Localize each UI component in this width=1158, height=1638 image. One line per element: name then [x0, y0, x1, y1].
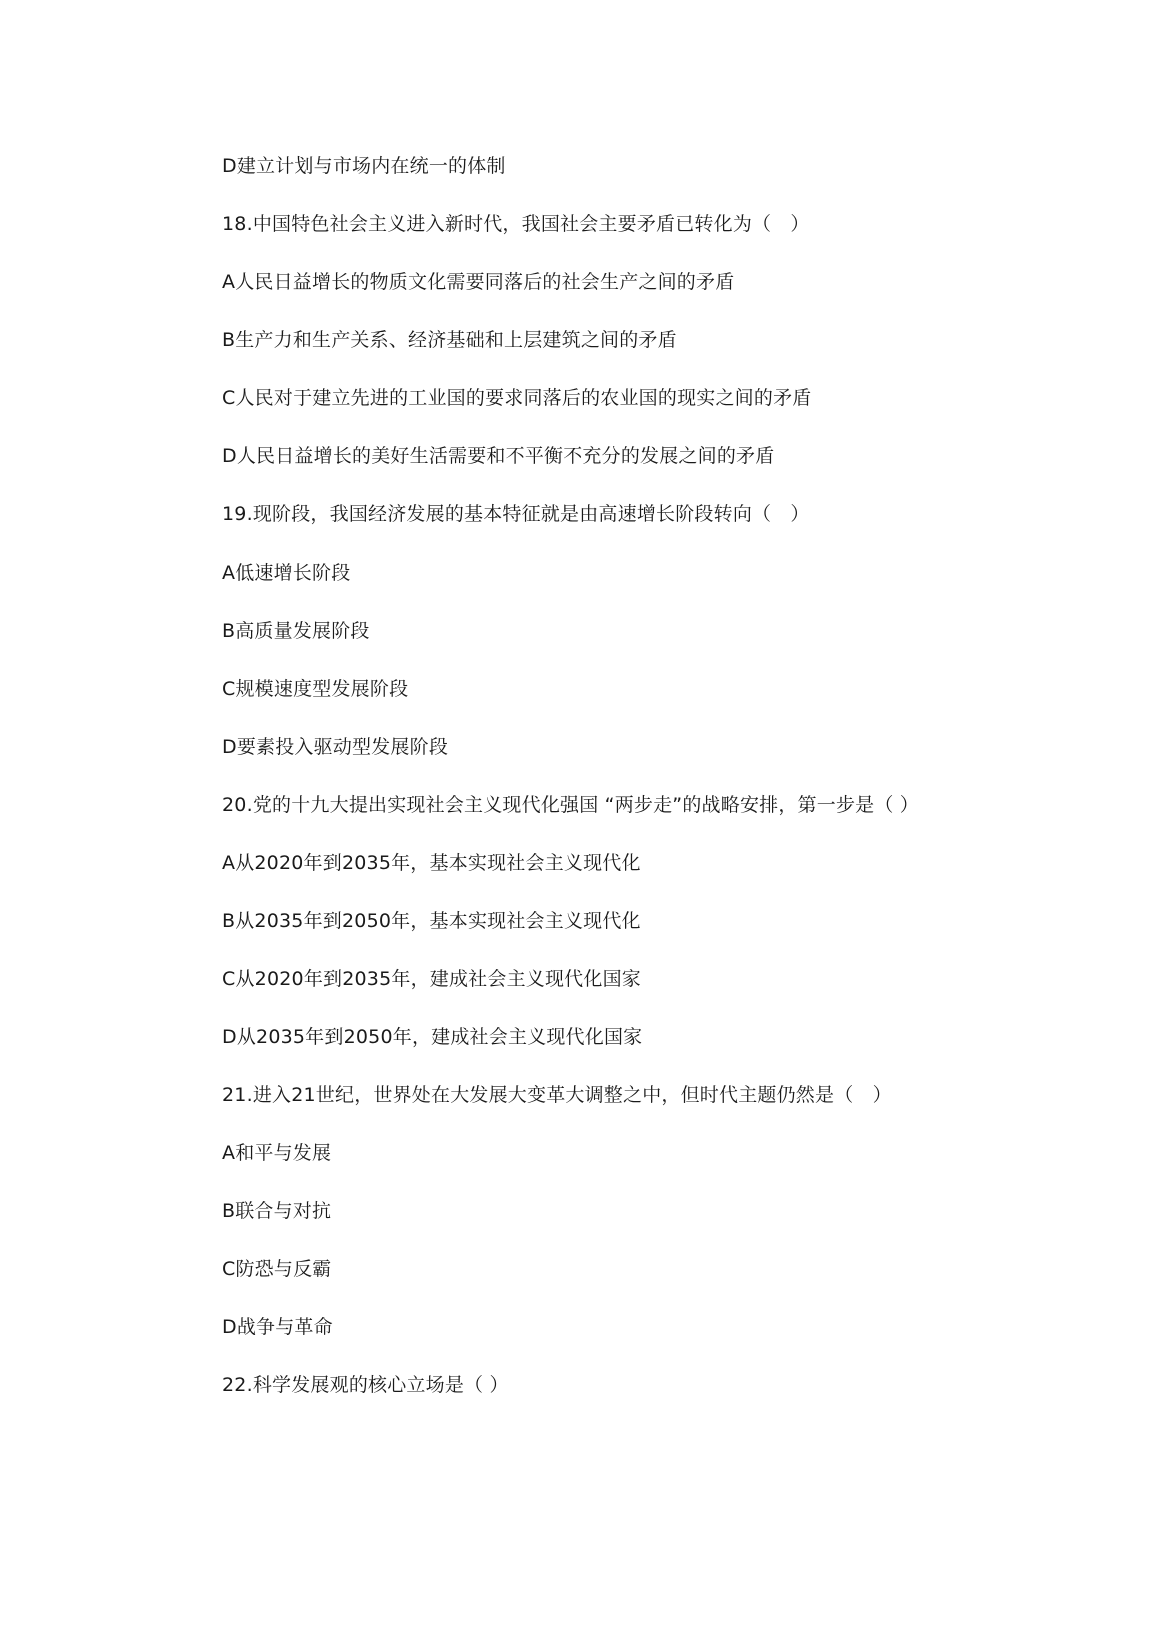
option-21-a: A和平与发展 [222, 1142, 332, 1164]
option-17-d: D建立计划与市场内在统一的体制 [222, 155, 506, 177]
option-19-a: A低速增长阶段 [222, 562, 351, 584]
option-20-a: A从2020年到2035年，基本实现社会主义现代化 [222, 852, 641, 874]
option-19-b: B高质量发展阶段 [222, 620, 370, 642]
option-21-d: D战争与革命 [222, 1316, 333, 1338]
question-22: 22.科学发展观的核心立场是（ ） [222, 1374, 509, 1396]
option-18-c: C人民对于建立先进的工业国的要求同落后的农业国的现实之间的矛盾 [222, 387, 812, 409]
option-21-b: B联合与对抗 [222, 1200, 332, 1222]
option-21-c: C防恐与反霸 [222, 1258, 332, 1280]
option-20-b: B从2035年到2050年，基本实现社会主义现代化 [222, 910, 641, 932]
question-20: 20.党的十九大提出实现社会主义现代化强国 “两步走”的战略安排，第一步是（ ） [222, 794, 919, 816]
question-18: 18.中国特色社会主义进入新时代，我国社会主要矛盾已转化为（ ） [222, 213, 810, 235]
option-20-d: D从2035年到2050年，建成社会主义现代化国家 [222, 1026, 643, 1048]
option-20-c: C从2020年到2035年，建成社会主义现代化国家 [222, 968, 641, 990]
option-19-d: D要素投入驱动型发展阶段 [222, 736, 449, 758]
option-18-d: D人民日益增长的美好生活需要和不平衡不充分的发展之间的矛盾 [222, 445, 775, 467]
question-21: 21.进入21世纪，世界处在大发展大变革大调整之中，但时代主题仍然是（ ） [222, 1084, 892, 1106]
option-19-c: C规模速度型发展阶段 [222, 678, 409, 700]
option-18-a: A人民日益增长的物质文化需要同落后的社会生产之间的矛盾 [222, 271, 735, 293]
option-18-b: B生产力和生产关系、经济基础和上层建筑之间的矛盾 [222, 329, 677, 351]
question-19: 19.现阶段，我国经济发展的基本特征就是由高速增长阶段转向（ ） [222, 503, 810, 525]
